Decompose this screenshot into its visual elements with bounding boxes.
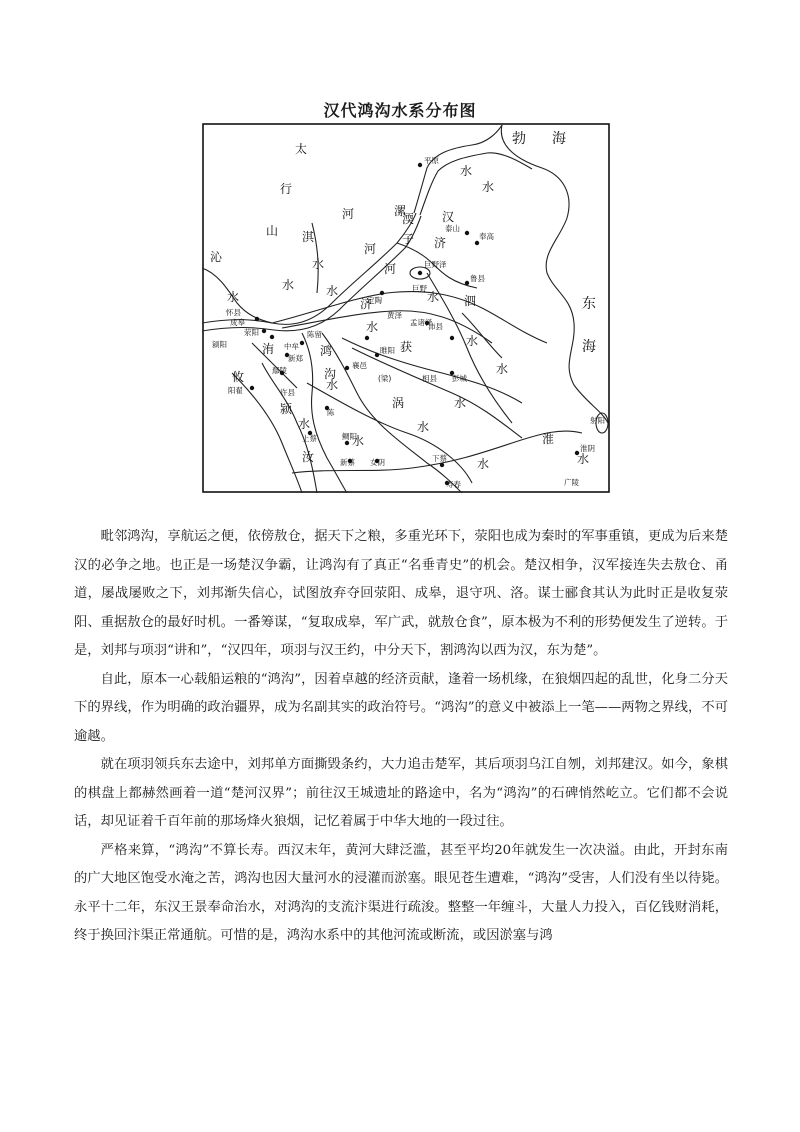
label-xiangyi: 襄邑 [352, 361, 367, 370]
label-shui1: 水 [282, 278, 295, 292]
article-body [74, 523, 728, 951]
label-hai2: 海 [582, 339, 596, 355]
paragraph-4: 严格来算，“鸿沟”不算长寿。西汉末年，黄河大肆泛滥，甚至平均20年就发生一次决溢。由此，开封东南的广大地区饱受水淹之苦，鸿沟也因大量河水的浸灌而淤塞。眼见苍生遭难，“鸿沟”受害，人们没有坐以待毙。永平十二年，东汉王景奉命治水，对鸿沟的支流汴渠进行疏浚。整整一年缠斗，大量人力投入，百亿钱财消耗，终于换回汴渠正常通航。可惜的是，鸿沟水系中的其他河流或断流，或因淤塞与鸿 [74, 842, 728, 943]
paragraph-1: 毗邻鸿沟，享航运之便，依傍敖仓，据天下之粮，多重光环下，荥阳也成为秦时的军事重镇，更成为后来楚汉的必争之地。也正是一场楚汉争霸，让鸿沟有了真正“名垂青史”的机会。楚汉相争，汉军接连失去敖仓、甬道，屡战屡败之下，刘邦渐失信心，试图放弃夺回荥阳、成皋，退守巩、洛。谋士郦食其认为此时正是收复荥阳、重据敖仓的最好时机。一番筹谋，“复取成皋，军广武，就敖仓食”，原本极为不利的形势便发生了逆转。于是，刘邦与项羽“讲和”，“汉四年，项羽与汉王约，中分天下，割鸿沟以西为汉，东为楚”。 [74, 529, 728, 658]
label-ji3: 济 [434, 236, 447, 250]
label-xingyang: 荥阳 [244, 328, 259, 337]
label-huai: 淮 [542, 432, 555, 446]
label-shui14: 水 [352, 434, 365, 448]
label-he1: 河 [342, 207, 355, 221]
label-guangling: 广陵 [564, 478, 579, 487]
label-shui7: 水 [466, 334, 479, 348]
label-she-yang: 射阳 [590, 416, 605, 425]
label-xuan: 渜 [402, 212, 415, 226]
label-ying: 颍 [280, 402, 293, 416]
label-taishan: 泰山 [445, 224, 460, 233]
label-dingtao: 定陶 [367, 296, 382, 305]
label-han: 汉 [442, 210, 455, 224]
label-yanling: 鄢陵 [272, 366, 287, 375]
label-huai-xian: 怀县 [226, 308, 241, 317]
label-shui15: 水 [577, 452, 590, 466]
label-juye: 巨野 [412, 284, 427, 293]
label-xiacai: 下蔡 [432, 454, 447, 463]
label-shui4: 水 [326, 284, 339, 298]
label-qi: 淇 [302, 230, 315, 244]
label-xincai: 新蔡 [340, 458, 355, 467]
label-huaiyin: 淮阴 [580, 444, 595, 453]
label-he3: 河 [384, 262, 397, 276]
label-si: 泗 [464, 294, 477, 308]
label-shui2: 水 [460, 164, 473, 178]
label-shui10: 水 [417, 420, 430, 434]
label-ru: 汝 [302, 450, 315, 464]
label-chengqiu: 陈留 [307, 330, 322, 339]
label-shouchun: 寿春 [446, 480, 461, 489]
label-xuxian: 许县 [280, 388, 295, 397]
label-lu: 鲁县 [470, 274, 485, 283]
label-shui13: 水 [326, 378, 339, 392]
label-wo: 涡 [392, 396, 405, 410]
label-yangdi: 阳翟 [228, 386, 243, 395]
label-xiang: 相县 [422, 374, 437, 383]
label-fenggao: 奉高 [479, 232, 494, 241]
paragraph-2: 自此，原本一心载船运粮的“鸿沟”，因着卓越的经济贡献，逢着一场机缘，在狼烟四起的乱世，化身二分天下的界线，作为明确的政治疆界，成为名副其实的政治符号。“鸿沟”的意义中被添上一笔——两物之界线，不可逾越。 [74, 671, 728, 744]
label-pengcheng: 彭城 [452, 374, 467, 383]
label-wei1: 洧 [262, 342, 275, 356]
label-luo: 漯 [394, 204, 407, 218]
label-zhongmou: 中牟 [284, 342, 299, 351]
label-gou: 沟 [324, 367, 337, 381]
label-yingyin: 鲷阳 [342, 432, 357, 441]
label-shui6: 水 [427, 290, 440, 304]
label-bo: 勃 [512, 131, 526, 147]
label-chen: 陈 [327, 408, 335, 417]
label-huangze: 黄泽 [387, 311, 402, 320]
label-qin: 沁 [210, 250, 223, 264]
label-he2: 河 [364, 242, 377, 256]
label-ji1: 济 [360, 297, 373, 311]
label-hang: 行 [280, 182, 293, 196]
label-liang: (梁) [378, 374, 392, 383]
label-pingyuan: 平原 [424, 156, 439, 165]
label-dong: 东 [582, 296, 596, 312]
label-shui9: 水 [454, 396, 467, 410]
label-sui-yang: 睢阳 [380, 346, 395, 355]
label-zi: 子 [402, 232, 415, 246]
label-chenggao: 成皋 [230, 318, 245, 327]
label-hong: 鸿 [320, 344, 333, 358]
label-yu: 攸 [232, 370, 245, 384]
label-shangcai: 上蔡 [302, 434, 317, 443]
label-xinzheng: 新郑 [288, 354, 303, 363]
map-title: 汉代鸿沟水系分布图 [323, 101, 477, 120]
label-shui12: 水 [298, 417, 311, 431]
label-shui11: 水 [477, 457, 490, 471]
label-shui3: 水 [482, 180, 495, 194]
label-shui-qin: 水 [227, 290, 240, 304]
label-meng-zhu: 孟诸泽 [410, 318, 433, 327]
hong-gou-water-system-map [202, 123, 610, 493]
label-shui-qi: 水 [312, 257, 325, 271]
label-shui8: 水 [496, 362, 509, 376]
label-juye-ze: 巨野泽 [424, 260, 447, 269]
label-tai: 太 [295, 142, 308, 156]
label-pei: 沛县 [428, 322, 443, 331]
label-hai1: 海 [552, 131, 566, 147]
label-shan: 山 [266, 224, 279, 238]
label-nvyin: 女阴 [370, 458, 385, 467]
label-huo: 获 [400, 340, 413, 354]
label-shui5: 水 [366, 320, 379, 334]
paragraph-3: 就在项羽领兵东去途中，刘邦单方面撕毁条约，大力追击楚军，其后项羽乌江自刎，刘邦建汉。如今，象棋的棋盘上都赫然画着一道“楚河汉界”；前往汉王城遗址的路途中，名为“鸿沟”的石碑悄然屹立。它们都不会说话，却见证着千百年前的那场烽火狼烟，记忆着属于中华大地的一段过往。 [74, 757, 728, 829]
label-yingyang: 颍阳 [212, 340, 227, 349]
